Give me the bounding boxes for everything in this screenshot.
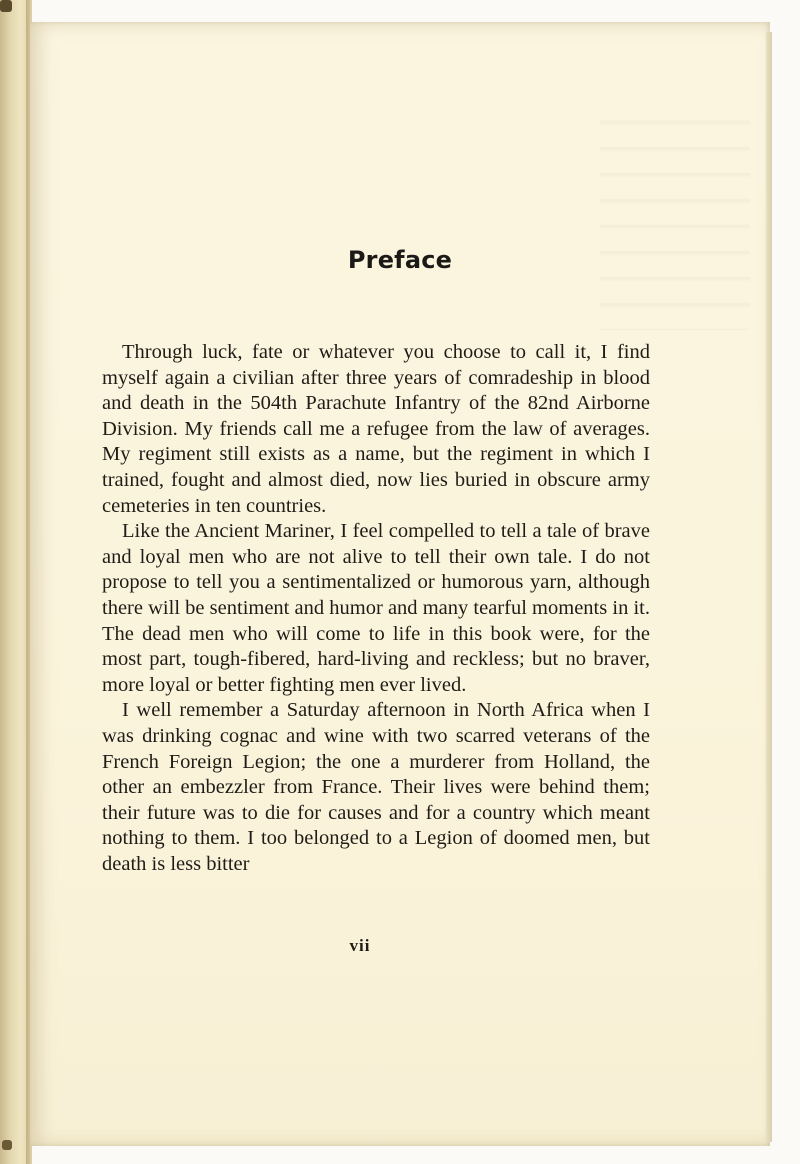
paragraph: Like the Ancient Mariner, I feel compelled to tell a tale of brave and loyal men who are not alive to tell their own tale. I do not propose to tell you a sentimentalized or humorous yarn, although there will be sentiment and humor and many tearful moments in it. The dead men who will come to life in this book were, for the most part, tough-fibered, hard-living and reckless; but no braver, more loyal or better fighting men ever lived. [102, 520, 650, 696]
page-title: Preface [347, 246, 453, 274]
page-edge [766, 32, 772, 1142]
show-through-text [600, 100, 750, 330]
page-number: vii [349, 936, 371, 955]
binding-corner-icon [0, 0, 12, 12]
paragraph: I well remember a Saturday afternoon in North Africa when I was drinking cognac and wine with two scarred veterans of the French Foreign Legion; the one a murderer from Holland, the other an embezzler from France. Their lives were behind them; their future was to die for causes and for a country which meant nothing to them. I too belonged to a Legion of doomed men, but death is less bitter [102, 699, 650, 875]
binding-corner-icon [2, 1140, 12, 1150]
body-text [102, 340, 650, 877]
paragraph: Through luck, fate or whatever you choose to call it, I find myself again a civilian after three years of comradeship in blood and death in the 504th Parachute Infantry of the 82nd Airborne Division. My friends call me a refugee from the law of averages. My regiment still exists as a name, but the regiment in which I trained, fought and almost died, now lies buried in obscure army cemeteries in ten countries. [102, 341, 650, 517]
